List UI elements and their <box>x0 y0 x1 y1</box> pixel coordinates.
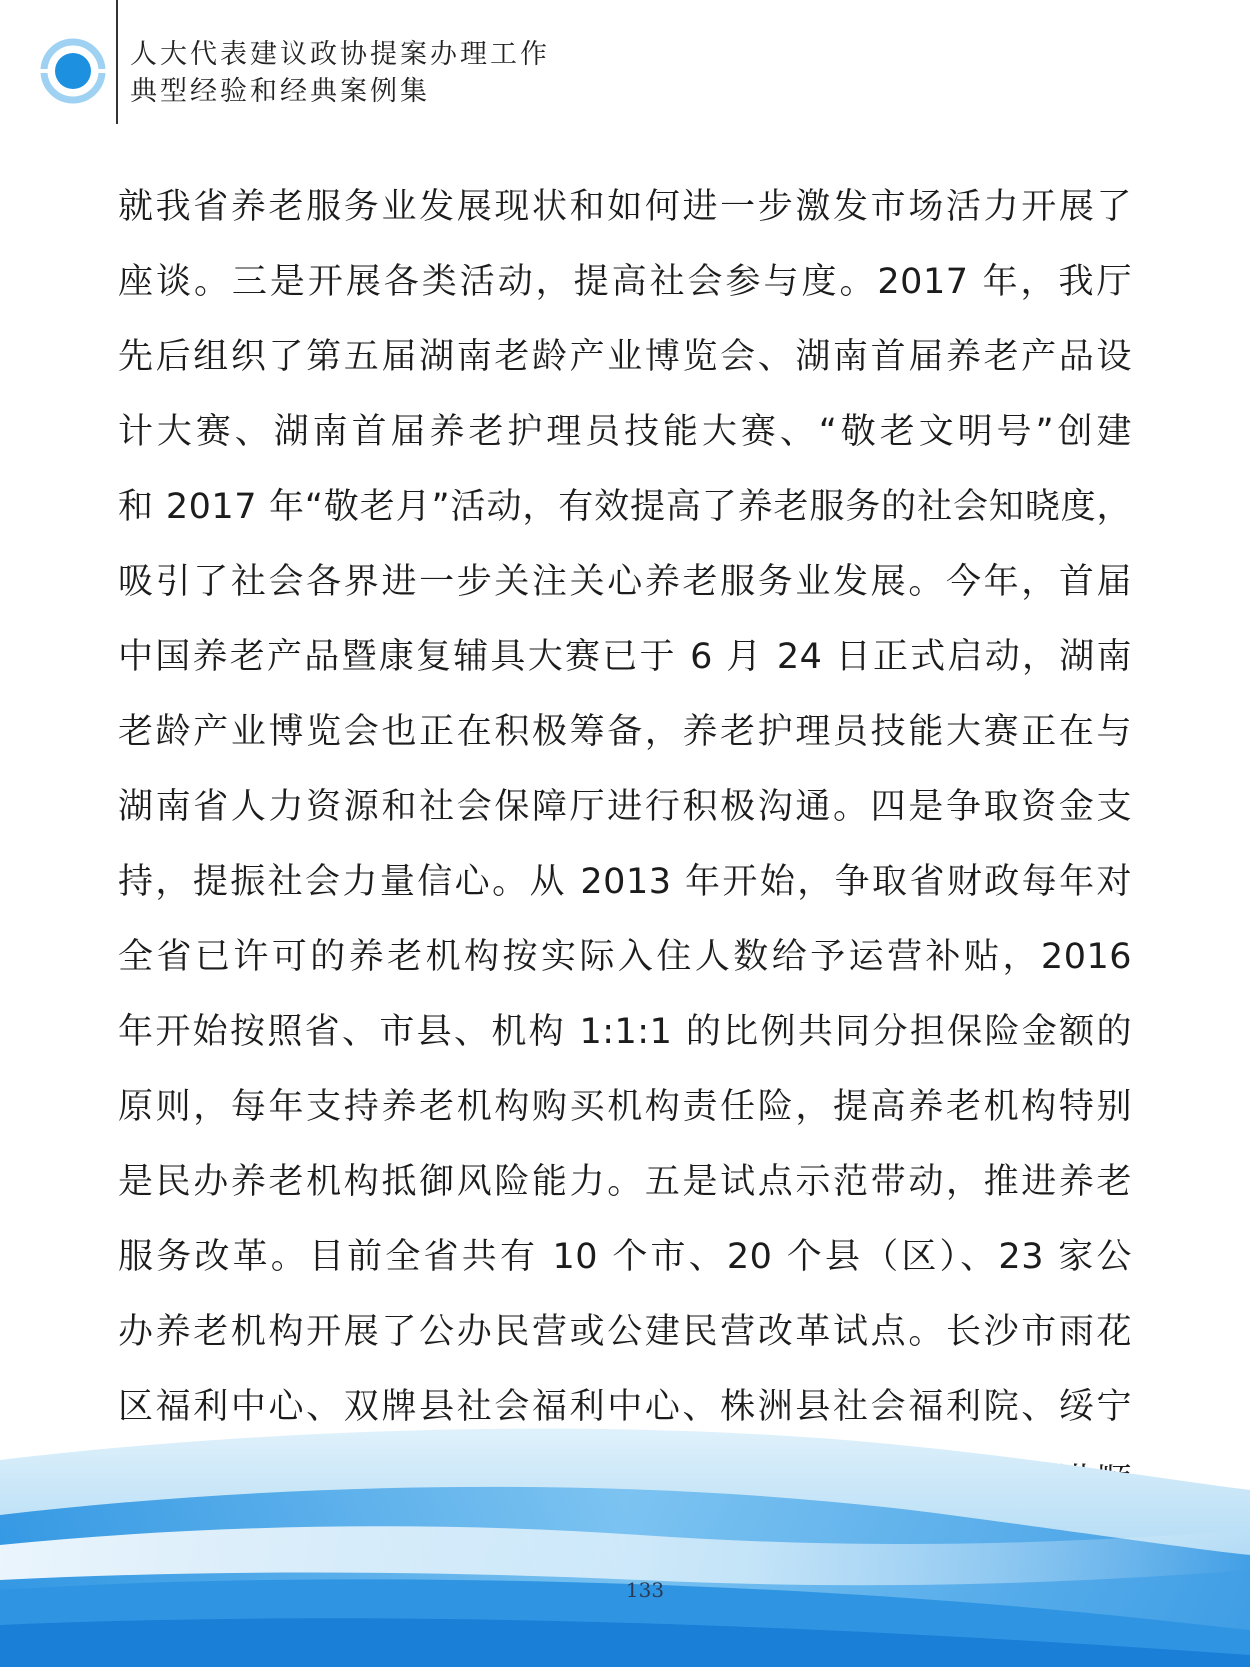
page-header <box>0 0 1250 125</box>
text-line: 先后组织了第五届湖南老龄产业博览会、湖南首届养老产品设 <box>118 337 1132 377</box>
text-line: 全省已许可的养老机构按实际入住人数给予运营补贴，2016 <box>118 937 1132 977</box>
text-line: 吸引了社会各界进一步关注关心养老服务业发展。今年，首届 <box>118 562 1132 602</box>
text-line: 区福利中心、双牌县社会福利中心、株洲县社会福利院、绥宁 <box>118 1387 1132 1427</box>
text-line: 就我省养老服务业发展现状和如何进一步激发市场活力开展了 <box>118 187 1132 227</box>
text-line: 办养老机构开展了公办民营或公建民营改革试点。长沙市雨花 <box>118 1312 1132 1352</box>
text-line: 和 2017 年“敬老月”活动，有效提高了养老服务的社会知晓度， <box>118 487 1132 527</box>
book-title-line-2: 典型经验和经典案例集 <box>130 76 430 107</box>
text-line: 中国养老产品暨康复辅具大赛已于 6 月 24 日正式启动，湖南 <box>118 637 1132 677</box>
text-line: 老龄产业博览会也正在积极筹备，养老护理员技能大赛正在与 <box>118 712 1132 752</box>
text-line: 计大赛、湖南首届养老护理员技能大赛、“敬老文明号”创建 <box>118 412 1132 452</box>
page-number: 133 <box>625 1578 665 1602</box>
text-line: 年开始按照省、市县、机构 1:1:1 的比例共同分担保险金额的 <box>118 1012 1132 1052</box>
text-line: 座谈。三是开展各类活动，提高社会参与度。2017 年，我厅 <box>118 262 1132 302</box>
logo-icon <box>40 38 106 104</box>
body-text <box>118 170 1132 1520</box>
footer-wave-decoration <box>0 1420 1250 1667</box>
book-title-line-1: 人大代表建议政协提案办理工作 <box>130 39 550 70</box>
text-line: 湖南省人力资源和社会保障厅进行积极沟通。四是争取资金支 <box>118 787 1132 827</box>
text-line: 是民办养老机构抵御风险能力。五是试点示范带动，推进养老 <box>118 1162 1132 1202</box>
text-line: 服务改革。目前全省共有 10 个市、20 个县（区）、23 家公 <box>118 1237 1132 1277</box>
text-line: 原则，每年支持养老机构购买机构责任险，提高养老机构特别 <box>118 1087 1132 1127</box>
book-title <box>130 36 550 110</box>
header-divider <box>116 0 118 124</box>
text-line: 持，提振社会力量信心。从 2013 年开始，争取省财政每年对 <box>118 862 1132 902</box>
